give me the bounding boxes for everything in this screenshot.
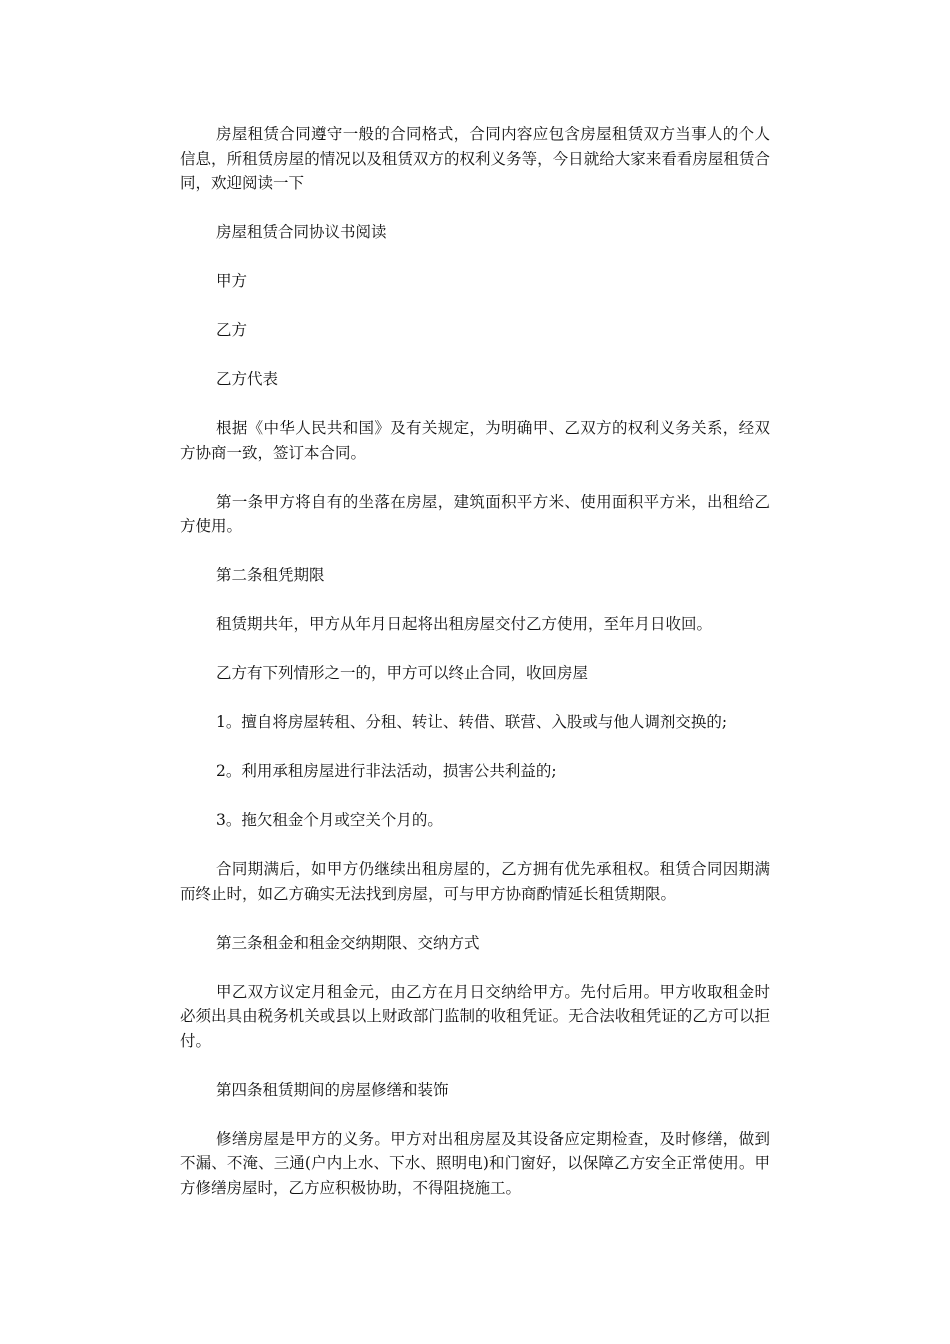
party-b-representative-line: 乙方代表 xyxy=(216,370,279,388)
condition-1-item: 1。擅自将房屋转租、分租、转让、转借、联营、入股或与他人调剂交换的; xyxy=(216,713,728,731)
document-body xyxy=(180,122,770,1225)
preamble-paragraph: 根据《中华人民共和国》及有关规定，为明确甲、乙双方的权利义务关系，经双方协商一致，签订本合同。 xyxy=(180,419,770,462)
termination-conditions-paragraph: 乙方有下列情形之一的，甲方可以终止合同，收回房屋 xyxy=(216,664,589,682)
contract-title: 房屋租赁合同协议书阅读 xyxy=(216,223,387,241)
party-b-line: 乙方 xyxy=(216,321,248,339)
article-3-heading: 第三条租金和租金交纳期限、交纳方式 xyxy=(216,933,480,952)
article-2-heading: 第二条租凭期限 xyxy=(216,566,325,584)
condition-3-item: 3。拖欠租金个月或空关个月的。 xyxy=(216,811,443,829)
intro-paragraph: 房屋租赁合同遵守一般的合同格式，合同内容应包含房屋租赁双方当事人的个人信息，所租赁房屋的情况以及租赁双方的权利义务等，今日就给大家来看看房屋租赁合同，欢迎阅读一下 xyxy=(180,125,770,192)
article-4-heading: 第四条租赁期间的房屋修缮和装饰 xyxy=(216,1080,449,1099)
renewal-paragraph: 合同期满后，如甲方仍继续出租房屋的，乙方拥有优先承租权。租赁合同因期满而终止时，如乙方确实无法找到房屋，可与甲方协商酌情延长租赁期限。 xyxy=(180,860,770,903)
lease-term-paragraph: 租赁期共年，甲方从年月日起将出租房屋交付乙方使用，至年月日收回。 xyxy=(216,615,713,633)
article-1-paragraph: 第一条甲方将自有的坐落在房屋，建筑面积平方米、使用面积平方米，出租给乙方使用。 xyxy=(180,492,770,535)
party-a-line: 甲方 xyxy=(216,272,248,290)
condition-2-item: 2。利用承租房屋进行非法活动，损害公共利益的; xyxy=(216,762,557,780)
rent-payment-paragraph: 甲乙双方议定月租金元，由乙方在月日交纳给甲方。先付后用。甲方收取租金时必须出具由税务机关或县以上财政部门监制的收租凭证。无合法收租凭证的乙方可以拒付。 xyxy=(180,982,770,1050)
repair-paragraph: 修缮房屋是甲方的义务。甲方对出租房屋及其设备应定期检查，及时修缮，做到不漏、不淹、三通(户内上水、下水、照明电)和门窗好，以保障乙方安全正常使用。甲方修缮房屋时，乙方应积极协助，不得阻挠施工。 xyxy=(180,1129,770,1197)
